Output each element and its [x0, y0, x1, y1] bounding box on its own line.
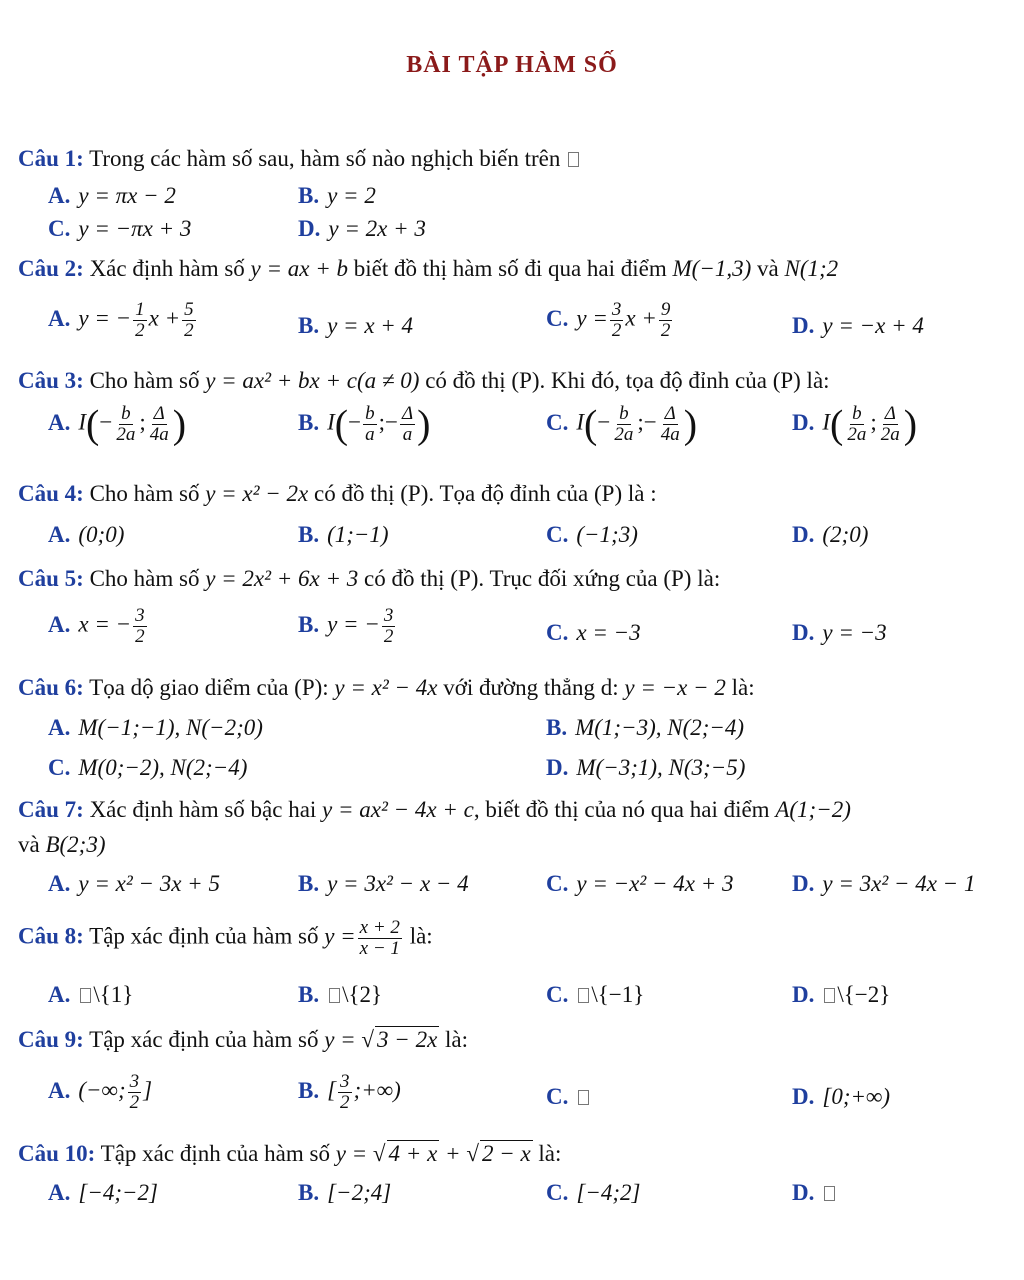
- real-set-symbol-icon: [80, 988, 91, 1003]
- option-b[interactable]: B. M(1;−3), N(2;−4): [546, 715, 745, 740]
- question-1: [18, 146, 581, 172]
- option-c[interactable]: C. x = −3: [546, 620, 641, 645]
- option-d[interactable]: D. \{−2}: [792, 982, 891, 1007]
- option-b[interactable]: B. y = 3x² − x − 4: [298, 871, 469, 896]
- option-b[interactable]: B. y = − $\frac{3}{2}$: [298, 605, 394, 647]
- option-d[interactable]: D. y = 2x + 3: [298, 216, 426, 241]
- real-set-symbol-icon: [824, 988, 835, 1003]
- option-c[interactable]: C. y = −πx + 3: [48, 216, 192, 241]
- option-d[interactable]: D.: [792, 1180, 837, 1206]
- option-a[interactable]: A. y = x² − 3x + 5: [48, 871, 220, 896]
- option-d[interactable]: D. y = −x + 4: [792, 313, 924, 338]
- question-7: Câu 7: Xác định hàm số bậc hai y = ax² − 4x + c, biết đồ thị của nó qua hai điểm A(1;−2): [18, 797, 851, 822]
- option-a[interactable]: A. [−4;−2]: [48, 1180, 158, 1205]
- option-d[interactable]: D. [0;+∞): [792, 1084, 891, 1109]
- option-a[interactable]: A. y = πx − 2: [48, 183, 176, 208]
- question-7-line-2: và B(2;3): [18, 832, 106, 857]
- option-c[interactable]: C.: [546, 1084, 591, 1110]
- option-a[interactable]: A. x = − $\frac{3}{2}$: [48, 605, 145, 647]
- option-a[interactable]: A. \{1}: [48, 982, 134, 1007]
- option-a[interactable]: A. M(−1;−1), N(−2;0): [48, 715, 263, 740]
- option-c[interactable]: C. \{−1}: [546, 982, 645, 1007]
- question-text: Trong các hàm số sau, hàm số nào nghịch biến trên: [89, 146, 567, 171]
- question-label: Câu 1:: [18, 146, 84, 171]
- option-c[interactable]: C. M(0;−2), N(2;−4): [48, 755, 248, 780]
- question-2: Câu 2: Xác định hàm số y = ax + b biết đồ thị hàm số đi qua hai điểm M(−1,3) và N(1;2: [18, 256, 839, 281]
- option-c[interactable]: C. [−4;2]: [546, 1180, 641, 1205]
- question-3: Câu 3: Cho hàm số y = ax² + bx + c(a ≠ 0) có đồ thị (P). Khi đó, tọa độ đỉnh của (P) là:: [18, 368, 830, 393]
- question-9: Câu 9: Tập xác định của hàm số y = √ 3 − 2x là:: [18, 1027, 469, 1052]
- question-5: Câu 5: Cho hàm số y = 2x² + 6x + 3 có đồ thị (P). Trục đối xứng của (P) là:: [18, 566, 721, 591]
- real-set-symbol-icon: [578, 1090, 589, 1105]
- option-d[interactable]: D. y = 3x² − 4x − 1: [792, 871, 976, 896]
- question-4: Câu 4: Cho hàm số y = x² − 2x có đồ thị (P). Tọa độ đỉnh của (P) là :: [18, 481, 657, 506]
- option-a[interactable]: A. (0;0): [48, 522, 125, 547]
- option-d[interactable]: D. I( $\frac{b}{2a}$ ; $\frac{\Delta}{2a}$ ): [792, 401, 918, 447]
- option-c[interactable]: C. I(− $\frac{b}{2a}$ ;− $\frac{\Delta}{4a}$ ): [546, 401, 698, 447]
- option-a[interactable]: A. y = − $\frac{1}{2}$ x + $\frac{5}{2}$: [48, 299, 194, 341]
- real-set-symbol-icon: [824, 1186, 835, 1201]
- option-d[interactable]: D. M(−3;1), N(3;−5): [546, 755, 746, 780]
- option-b[interactable]: B. \{2}: [298, 982, 383, 1007]
- option-d[interactable]: D. y = −3: [792, 620, 887, 645]
- option-a[interactable]: A. I(− $\frac{b}{2a}$ ; $\frac{\Delta}{4a}$ ): [48, 401, 187, 447]
- option-a[interactable]: A. (−∞; $\frac{3}{2}$ ]: [48, 1071, 153, 1113]
- question-6: Câu 6: Tọa dộ giao diểm của (P): y = x² − 4x với đường thẳng d: y = −x − 2 là:: [18, 675, 755, 700]
- option-c[interactable]: C. y = $\frac{3}{2}$ x + $\frac{9}{2}$: [546, 299, 671, 341]
- option-d[interactable]: D. (2;0): [792, 522, 869, 547]
- option-b[interactable]: B. y = x + 4: [298, 313, 414, 338]
- question-10: Câu 10: Tập xác định của hàm số y = √ 4 + x + √ 2 − x là:: [18, 1141, 562, 1166]
- real-set-symbol-icon: [578, 988, 589, 1003]
- option-b[interactable]: B. [−2;4]: [298, 1180, 392, 1205]
- question-8: Câu 8: Tập xác định của hàm số y = $\frac{x + 2}{x - 1}$ là:: [18, 917, 433, 959]
- option-b[interactable]: B. (1;−1): [298, 522, 389, 547]
- page-title: BÀI TẬP HÀM SỐ: [406, 52, 618, 78]
- real-set-symbol-icon: [568, 152, 579, 167]
- option-c[interactable]: C. y = −x² − 4x + 3: [546, 871, 734, 896]
- option-c[interactable]: C. (−1;3): [546, 522, 638, 547]
- option-b[interactable]: B. I(− $\frac{b}{a}$ ;− $\frac{\Delta}{a}$ ): [298, 401, 431, 447]
- option-b[interactable]: B. [ $\frac{3}{2}$ ;+∞): [298, 1071, 401, 1113]
- option-b[interactable]: B. y = 2: [298, 183, 376, 208]
- real-set-symbol-icon: [329, 988, 340, 1003]
